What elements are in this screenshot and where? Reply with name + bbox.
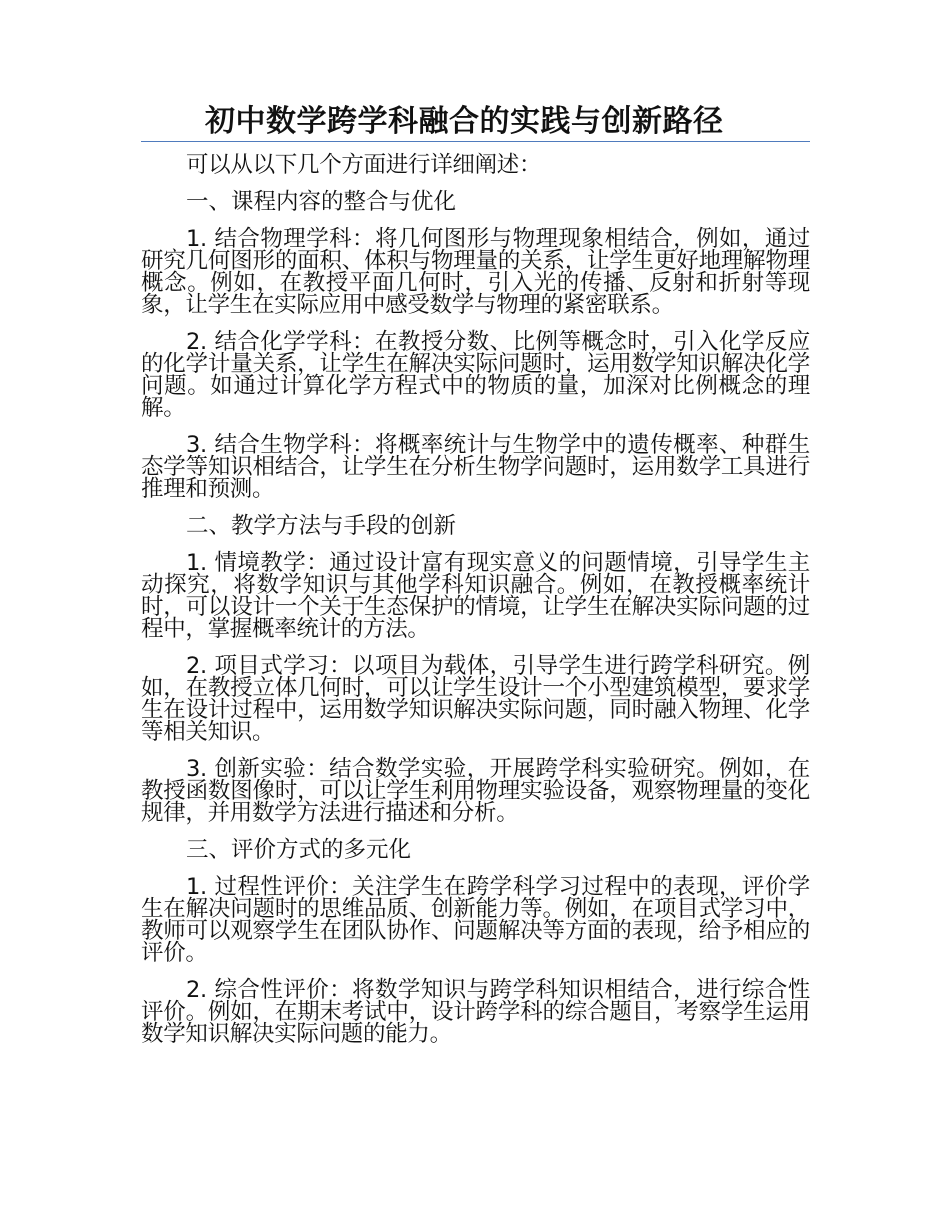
paragraph-2-3: 3. 创新实验：结合数学实验，开展跨学科实验研究。例如，在教授函数图像时，可以让学生利用物理实验设备，观察物理量的变化规律，并用数学方法进行描述和分析。 <box>141 756 810 826</box>
section-heading-3: 三、评价方式的多元化 <box>186 837 412 863</box>
paragraph-1-1: 1. 结合物理学科：将几何图形与物理现象相结合，例如，通过研究几何图形的面积、体积与物理量的关系，让学生更好地理解物理概念。例如，在教授平面几何时，引入光的传播、反射和折射等现象，让学生在实际应用中感受数学与物理的紧密联系。 <box>141 226 810 318</box>
section-heading-2: 二、教学方法与手段的创新 <box>186 513 457 539</box>
section-heading-1: 一、课程内容的整合与优化 <box>186 189 457 215</box>
paragraph-2-2: 2. 项目式学习：以项目为载体，引导学生进行跨学科研究。例如，在教授立体几何时，可以让学生设计一个小型建筑模型，要求学生在设计过程中，运用数学知识解决实际问题，同时融入物理、化学等相关知识。 <box>141 653 810 745</box>
title-underline <box>141 141 810 142</box>
paragraph-1-3: 3. 结合生物学科：将概率统计与生物学中的遗传概率、种群生态学等知识相结合，让学生在分析生物学问题时，运用数学工具进行推理和预测。 <box>141 432 810 502</box>
document-page <box>141 0 810 1060</box>
paragraph-3-1: 1. 过程性评价：关注学生在跨学科学习过程中的表现，评价学生在解决问题时的思维品质、创新能力等。例如，在项目式学习中，教师可以观察学生在团队协作、问题解决等方面的表现，给予相应的评价。 <box>141 874 810 966</box>
document-title: 初中数学跨学科融合的实践与创新路径 <box>205 104 724 139</box>
paragraph-1-2: 2. 结合化学学科：在教授分数、比例等概念时，引入化学反应的化学计量关系，让学生在解决实际问题时，运用数学知识解决化学问题。如通过计算化学方程式中的物质的量，加深对比例概念的理解。 <box>141 329 810 421</box>
intro-paragraph: 可以从以下几个方面进行详细阐述： <box>186 152 542 178</box>
paragraph-2-1: 1. 情境教学：通过设计富有现实意义的问题情境，引导学生主动探究，将数学知识与其他学科知识融合。例如，在教授概率统计时，可以设计一个关于生态保护的情境，让学生在解决实际问题的过程中，掌握概率统计的方法。 <box>141 550 810 642</box>
paragraph-3-2: 2. 综合性评价：将数学知识与跨学科知识相结合，进行综合性评价。例如，在期末考试中，设计跨学科的综合题目，考察学生运用数学知识解决实际问题的能力。 <box>141 977 810 1047</box>
